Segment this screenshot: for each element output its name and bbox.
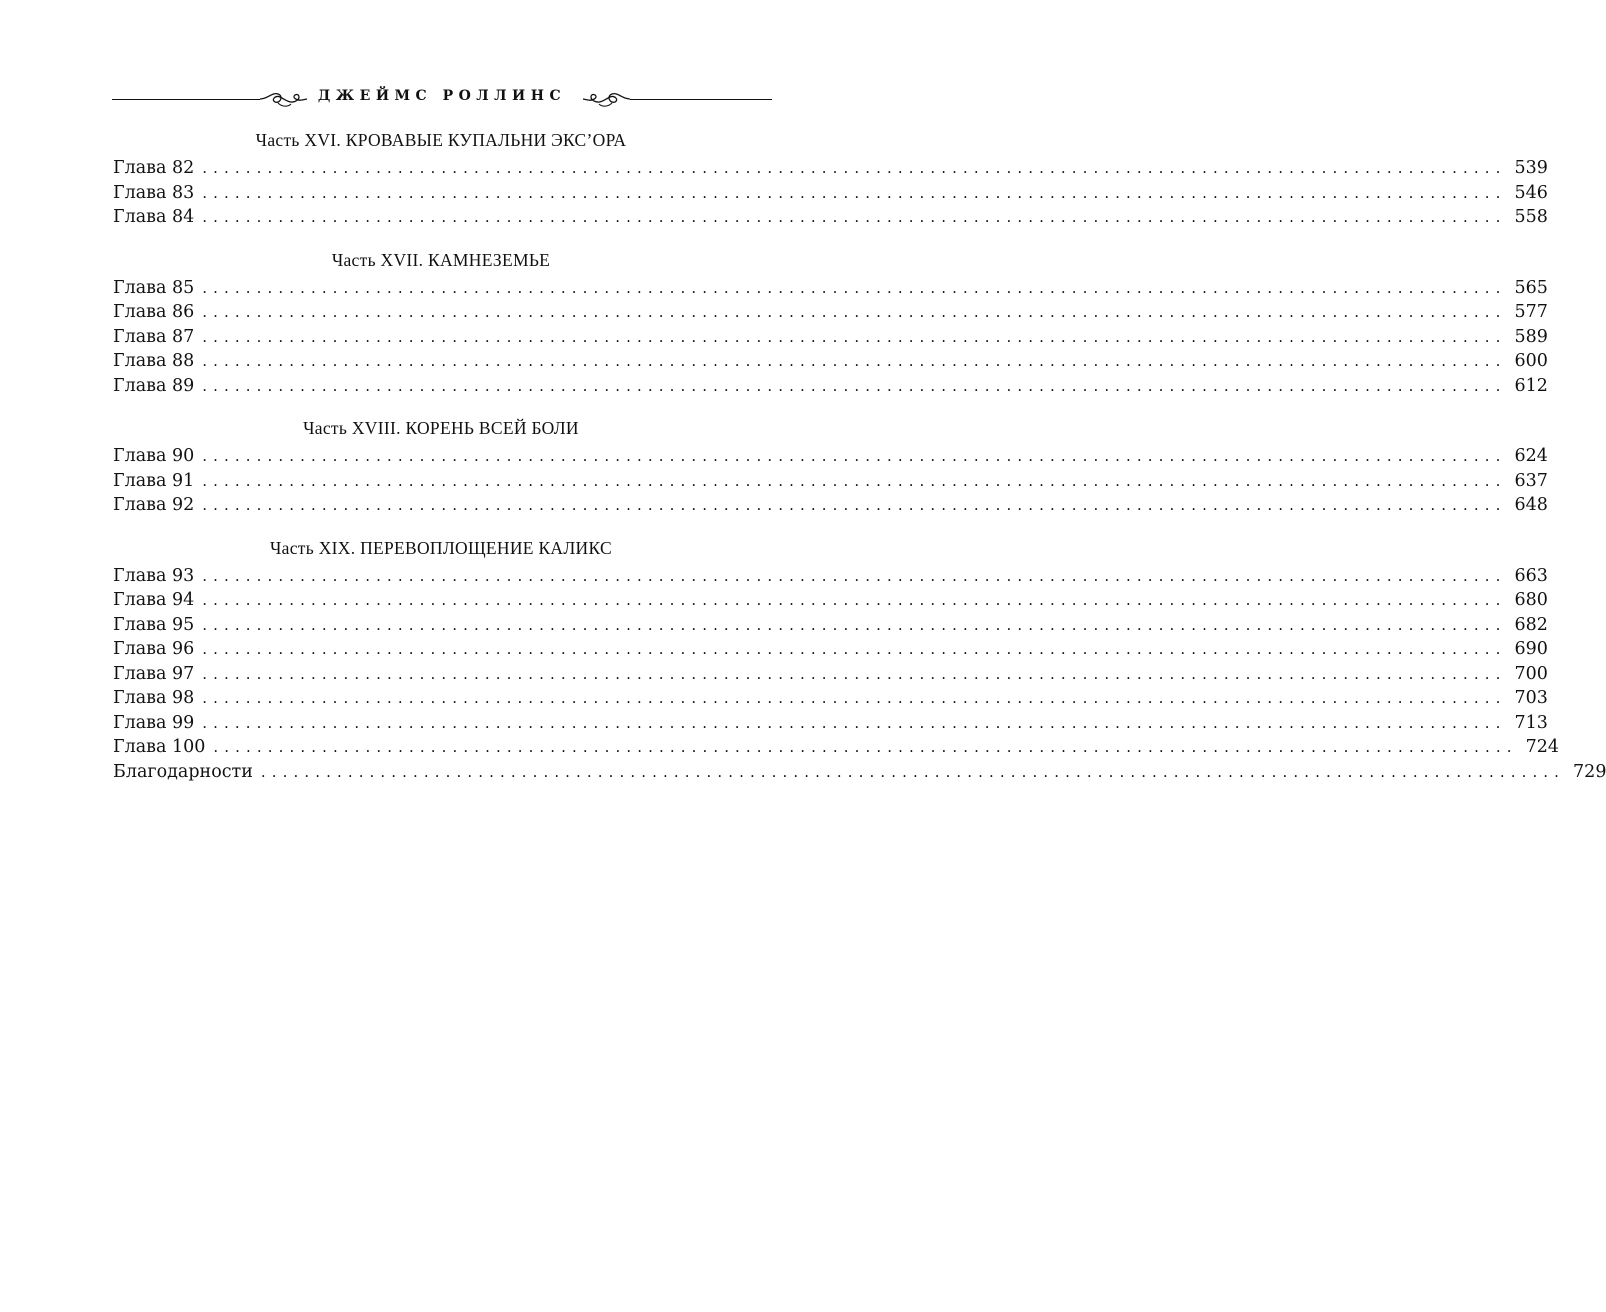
toc-part	[113, 536, 1606, 787]
entry-label: Глава 95	[113, 614, 195, 635]
entry-label: Глава 83	[113, 182, 195, 203]
dot-leader: ........................................................................................................................	[202, 496, 1507, 514]
toc-part	[113, 128, 1548, 232]
toc-entry	[113, 663, 1548, 689]
entry-label: Благодарности	[113, 761, 253, 782]
entry-label: Глава 97	[113, 663, 195, 684]
dot-leader: ........................................................................................................................	[202, 591, 1507, 609]
toc-entry	[113, 375, 1548, 401]
part-title: Часть XVII. КАМНЕЗЕМЬЕ	[331, 249, 551, 270]
toc-entry	[113, 761, 1606, 787]
dot-leader: ........................................................................................................................	[202, 303, 1507, 321]
toc-entry	[113, 158, 1548, 183]
header-rule-left	[112, 99, 260, 100]
entry-label: Глава 92	[113, 495, 195, 515]
dot-leader: ........................................................................................................................	[202, 640, 1507, 658]
flourish-icon	[582, 88, 632, 110]
entry-page-number: 577	[1514, 302, 1548, 322]
dot-leader: ........................................................................................................................	[202, 159, 1507, 177]
toc-entry	[113, 302, 1548, 327]
toc-entry	[113, 614, 1548, 640]
entry-label: Глава 85	[113, 277, 195, 298]
entry-page-number: 729	[1573, 761, 1606, 782]
dot-leader: ........................................................................................................................	[202, 376, 1507, 395]
toc-entry	[113, 207, 1548, 232]
toc-entry	[113, 639, 1548, 664]
toc-entry	[113, 688, 1548, 713]
entry-page-number: 724	[1525, 737, 1559, 757]
dot-leader: ........................................................................................................................	[202, 689, 1507, 707]
entry-page-number: 648	[1514, 495, 1548, 515]
entry-label: Глава 89	[113, 375, 195, 396]
entry-label: Глава 87	[113, 326, 195, 347]
dot-leader: ........................................................................................................................	[260, 762, 1566, 781]
dot-leader: ........................................................................................................................	[202, 471, 1507, 490]
toc-entry	[113, 565, 1548, 591]
running-header	[112, 84, 772, 114]
entry-label: Глава 96	[113, 639, 195, 659]
entry-label: Глава 90	[113, 446, 195, 466]
dot-leader: ........................................................................................................................	[202, 713, 1507, 732]
entry-page-number: 612	[1514, 375, 1548, 396]
dot-leader: ........................................................................................................................	[202, 278, 1507, 297]
dot-leader: ........................................................................................................................	[202, 566, 1507, 585]
entry-page-number: 690	[1514, 639, 1548, 659]
dot-leader: ........................................................................................................................	[202, 352, 1507, 370]
toc-entry	[113, 712, 1548, 738]
dot-leader: ........................................................................................................................	[202, 183, 1507, 202]
toc-part	[113, 248, 1548, 401]
entry-page-number: 565	[1514, 277, 1548, 298]
entry-label: Глава 82	[113, 158, 195, 178]
dot-leader: ........................................................................................................................	[202, 447, 1507, 465]
entry-page-number: 703	[1514, 688, 1548, 708]
entry-label: Глава 100	[113, 737, 206, 757]
toc-entry	[113, 470, 1548, 496]
toc-entry	[113, 277, 1548, 303]
header-rule-right	[630, 99, 772, 100]
entry-page-number: 700	[1514, 663, 1548, 684]
entry-page-number: 546	[1514, 182, 1548, 203]
entry-label: Глава 86	[113, 302, 195, 322]
flourish-icon	[258, 88, 308, 110]
dot-leader: ........................................................................................................................	[202, 327, 1507, 346]
entry-page-number: 600	[1514, 351, 1548, 371]
table-of-contents	[113, 128, 1606, 802]
entry-label: Глава 98	[113, 688, 195, 708]
toc-entry	[113, 495, 1548, 520]
entry-page-number: 624	[1514, 446, 1548, 466]
entry-page-number: 558	[1514, 207, 1548, 227]
entry-page-number: 682	[1514, 614, 1548, 635]
entry-page-number: 680	[1514, 590, 1548, 610]
toc-entry	[113, 182, 1548, 208]
entry-label: Глава 91	[113, 470, 195, 491]
entry-label: Глава 99	[113, 712, 195, 733]
part-title: Часть XIX. ПЕРЕВОПЛОЩЕНИЕ КАЛИКС	[270, 537, 612, 558]
dot-leader: ........................................................................................................................	[213, 738, 1518, 756]
dot-leader: ........................................................................................................................	[202, 664, 1507, 683]
toc-entry	[113, 351, 1548, 376]
part-title: Часть XVI. КРОВАВЫЕ КУПАЛЬНИ ЭКС’ОРА	[255, 130, 627, 150]
entry-page-number: 539	[1514, 158, 1548, 178]
entry-page-number: 713	[1514, 712, 1548, 733]
dot-leader: ........................................................................................................................	[202, 208, 1507, 226]
toc-entry	[113, 590, 1548, 615]
toc-entry	[113, 737, 1559, 762]
header-author: ДЖЕЙМС РОЛЛИНС	[317, 88, 567, 104]
part-title: Часть XVIII. КОРЕНЬ ВСЕЙ БОЛИ	[303, 418, 579, 438]
entry-page-number: 663	[1514, 565, 1548, 586]
toc-part	[113, 416, 1548, 520]
entry-page-number: 589	[1514, 326, 1548, 347]
entry-page-number: 637	[1514, 470, 1548, 491]
toc-entry	[113, 446, 1548, 471]
entry-label: Глава 88	[113, 351, 195, 371]
dot-leader: ........................................................................................................................	[202, 615, 1507, 634]
toc-entry	[113, 326, 1548, 352]
entry-label: Глава 84	[113, 207, 195, 227]
entry-label: Глава 94	[113, 590, 195, 610]
entry-label: Глава 93	[113, 565, 195, 586]
